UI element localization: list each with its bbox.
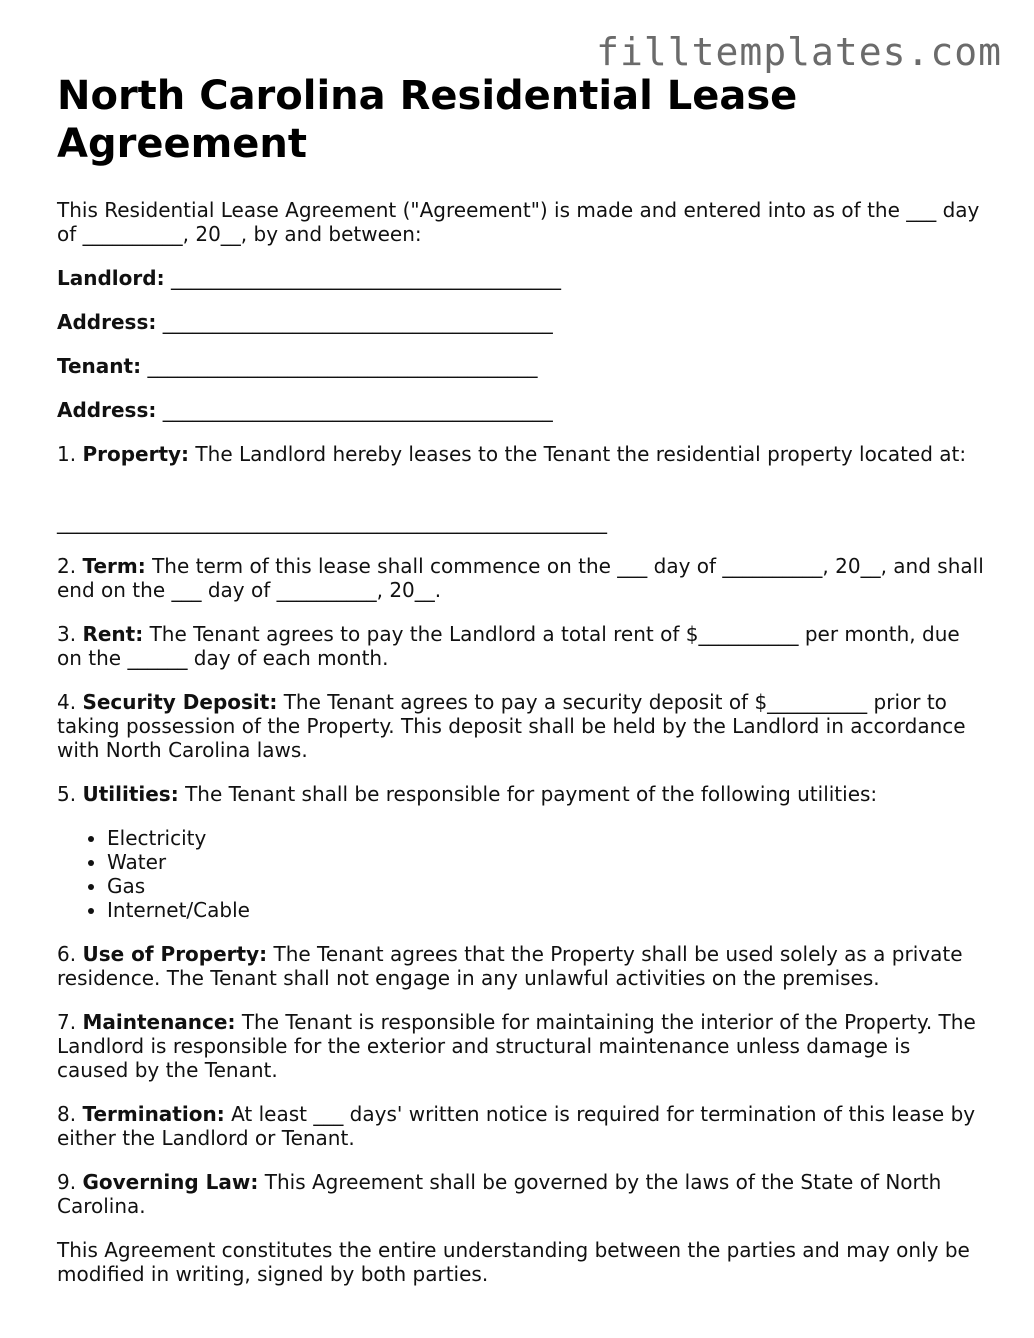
- utilities-list: [57, 826, 987, 922]
- section-governing-law: [57, 1170, 987, 1218]
- document-page: [57, 72, 987, 1286]
- section-maintenance: [57, 1010, 987, 1082]
- section-number: 2.: [57, 554, 77, 578]
- section-number: 9.: [57, 1170, 77, 1194]
- page-title: North Carolina Residential Lease Agreement: [57, 73, 798, 167]
- section-security-deposit: [57, 690, 987, 762]
- list-item: • Electricity: [107, 826, 987, 850]
- list-item: • Gas: [107, 874, 987, 898]
- field-label: Landlord:: [57, 266, 165, 290]
- section-text: At least ___ days' written notice is required for termination of this lease by either the Landlord or Tenant.: [57, 1102, 976, 1150]
- list-item: • Water: [107, 850, 987, 874]
- section-text: This Agreement shall be governed by the laws of the State of North Carolina.: [57, 1170, 942, 1218]
- section-title: Maintenance:: [82, 1010, 236, 1034]
- closing-paragraph: This Agreement constitutes the entire understanding between the parties and may only be modified in writing, signed by both parties.: [57, 1238, 970, 1286]
- section-text: The term of this lease shall commence on the ___ day of __________, 20__, and shall end on the ___ day of __________, 20__.: [57, 554, 984, 602]
- landlord-field: [57, 266, 987, 290]
- section-title: Governing Law:: [82, 1170, 259, 1194]
- section-number: 6.: [57, 942, 77, 966]
- section-use-of-property: [57, 942, 987, 990]
- property-address-line: [57, 486, 987, 534]
- section-text: The Landlord hereby leases to the Tenant the residential property located at:: [195, 442, 967, 466]
- section-title: Utilities:: [82, 782, 179, 806]
- section-termination: [57, 1102, 987, 1150]
- watermark: filltemplates.com: [596, 30, 1002, 74]
- tenant-address-field: [57, 398, 987, 422]
- section-text: The Tenant shall be responsible for payment of the following utilities:: [185, 782, 878, 806]
- fill-line: _______________________________________: [147, 354, 538, 378]
- fill-line: _______________________________________: [170, 266, 561, 290]
- fill-line: _______________________________________: [162, 310, 553, 334]
- section-text: The Tenant agrees that the Property shall be used solely as a private residence. The Tenant shall not engage in any unlawful activities on the premises.: [57, 942, 963, 990]
- section-title: Property:: [82, 442, 190, 466]
- section-rent: [57, 622, 987, 670]
- fill-line: _______________________________________________________: [57, 510, 607, 534]
- section-number: 7.: [57, 1010, 77, 1034]
- section-title: Security Deposit:: [82, 690, 278, 714]
- field-label: Address:: [57, 398, 157, 422]
- intro-paragraph: This Residential Lease Agreement ("Agreement") is made and entered into as of the ___ day of __________, 20__, by and between:: [57, 198, 980, 246]
- section-title: Term:: [82, 554, 146, 578]
- section-text: The Tenant agrees to pay a security deposit of $__________ prior to taking possession of the Property. This deposit shall be held by the Landlord in accordance with North Carolina laws.: [57, 690, 966, 762]
- section-property: [57, 442, 987, 466]
- fill-line: _______________________________________: [162, 398, 553, 422]
- section-text: The Tenant agrees to pay the Landlord a total rent of $__________ per month, due on the ______ day of each month.: [57, 622, 960, 670]
- section-number: 8.: [57, 1102, 77, 1126]
- section-text: The Tenant is responsible for maintaining the interior of the Property. The Landlord is responsible for the exterior and structural maintenance unless damage is caused by the Tenant.: [57, 1010, 976, 1082]
- tenant-field: [57, 354, 987, 378]
- field-label: Tenant:: [57, 354, 142, 378]
- section-term: [57, 554, 987, 602]
- section-title: Rent:: [82, 622, 144, 646]
- list-item: • Internet/Cable: [107, 898, 987, 922]
- section-number: 4.: [57, 690, 77, 714]
- section-number: 5.: [57, 782, 77, 806]
- landlord-address-field: [57, 310, 987, 334]
- section-number: 1.: [57, 442, 77, 466]
- section-number: 3.: [57, 622, 77, 646]
- section-title: Termination:: [82, 1102, 225, 1126]
- section-utilities: [57, 782, 987, 806]
- field-label: Address:: [57, 310, 157, 334]
- section-title: Use of Property:: [82, 942, 268, 966]
